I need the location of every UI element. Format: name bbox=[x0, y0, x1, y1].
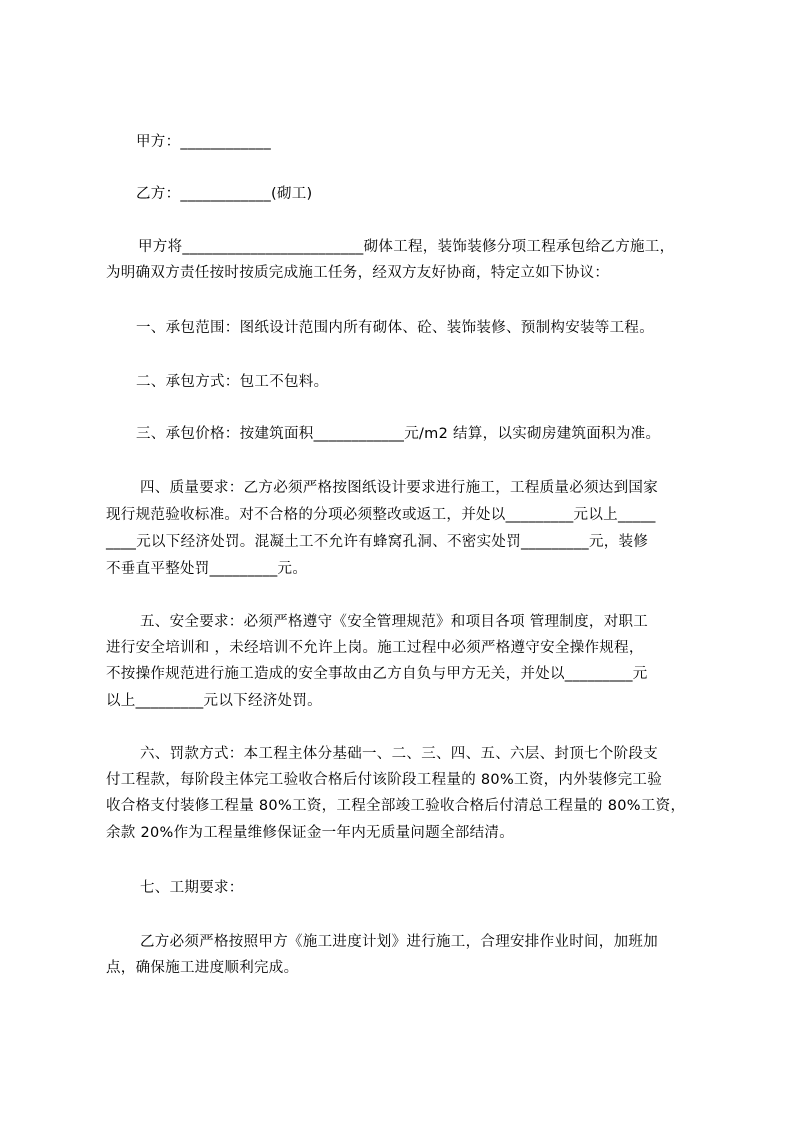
text-line: 付工程款，每阶段主体完工验收合格后付该阶段工程量的 80%工资，内外装修完工验 bbox=[106, 772, 663, 788]
clause-price: 三、承包价格：按建筑面积____________元/m2 结算，以实砌房建筑面积为准。 bbox=[136, 426, 661, 442]
text-line: 不垂直平整处罚_________元。 bbox=[106, 561, 308, 577]
text-line: 为明确双方责任按时按质完成施工任务，经双方友好协商，特定立如下协议： bbox=[106, 265, 610, 281]
text-line: 甲方将________________________砌体工程，装饰装修分项工程承包给乙方施工， bbox=[138, 239, 675, 255]
text-line: 六、罚款方式：本工程主体分基础一、二、三、四、五、六层、封顶七个阶段支 bbox=[140, 746, 658, 762]
text-line: 五、安全要求：必须严格遵守《安全管理规范》和项目各项 管理制度，对职工 bbox=[140, 614, 649, 630]
party-a-line: 甲方：____________ bbox=[136, 134, 271, 150]
party-b-line: 乙方：____________(砌工) bbox=[136, 186, 313, 202]
clause-method: 二、承包方式：包工不包料。 bbox=[136, 374, 329, 390]
text-line: 进行安全培训和 ，未经培训不允许上岗。施工过程中必须严格遵守安全操作规程， bbox=[106, 640, 644, 656]
text-line: 乙方必须严格按照甲方《施工进度计划》进行施工，合理安排作业时间，加班加 bbox=[140, 934, 658, 950]
clause-schedule-title: 七、工期要求： bbox=[140, 880, 244, 896]
text-line: 余款 20%作为工程量维修保证金一年内无质量问题全部结清。 bbox=[106, 825, 515, 841]
text-line: 收合格支付装修工程量 80%工资，工程全部竣工验收合格后付清总工程量的 80%工资， bbox=[106, 798, 686, 814]
clause-scope: 一、承包范围：图纸设计范围内所有砌体、砼、装饰装修、预制构安装等工程。 bbox=[136, 320, 654, 336]
text-line: 现行规范验收标准。对不合格的分项必须整改或返工，并处以_________元以上_____ bbox=[106, 507, 656, 523]
text-line: 不按操作规范进行施工造成的安全事故由乙方自负与甲方无关，并处以_________元 bbox=[106, 666, 648, 682]
text-line: 以上_________元以下经济处罚。 bbox=[106, 693, 322, 709]
text-line: ____元以下经济处罚。混凝土工不允许有蜂窝孔洞、不密实处罚_________元，装修 bbox=[106, 534, 649, 550]
text-line: 点，确保施工进度顺利完成。 bbox=[106, 960, 299, 976]
text-line: 四、质量要求：乙方必须严格按图纸设计要求进行施工，工程质量必须达到国家 bbox=[140, 480, 658, 496]
